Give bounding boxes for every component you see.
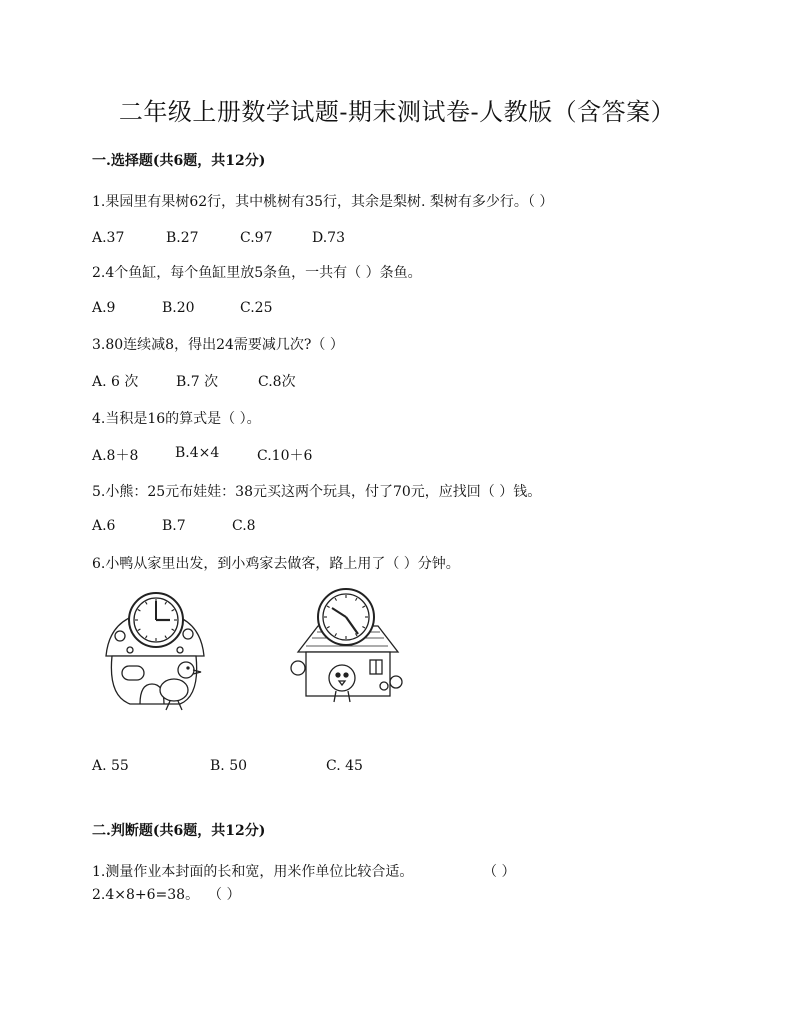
duck-house-clock-illustration bbox=[100, 586, 210, 721]
judgement-1-blank: （ ） bbox=[483, 864, 516, 880]
question-4: 4.当积是16的算式是（ ）。 bbox=[92, 411, 261, 427]
section-heading-judgement: 二.判断题(共6题，共12分) bbox=[92, 823, 266, 839]
option-6-c: C. 45 bbox=[326, 758, 363, 774]
judgement-2-text: 2.4×8+6=38。 bbox=[92, 887, 200, 903]
question-2: 2.4个鱼缸，每个鱼缸里放5条鱼，一共有（ ）条鱼。 bbox=[92, 265, 422, 281]
option-2-c: C.25 bbox=[240, 300, 273, 316]
option-1-b: B.27 bbox=[166, 230, 199, 246]
question-1: 1.果园里有果树62行，其中桃树有35行，其余是梨树. 梨树有多少行。（ ） bbox=[92, 194, 554, 210]
option-5-c: C.8 bbox=[232, 518, 256, 534]
option-2-a: A.9 bbox=[92, 300, 116, 316]
option-2-b: B.20 bbox=[162, 300, 195, 316]
option-1-d: D.73 bbox=[312, 230, 345, 246]
question-6: 6.小鸭从家里出发，到小鸡家去做客，路上用了（ ）分钟。 bbox=[92, 556, 460, 572]
option-3-a: A. 6 次 bbox=[92, 374, 139, 390]
option-5-b: B.7 bbox=[162, 518, 186, 534]
page-title: 二年级上册数学试题-期末测试卷-人教版（含答案） bbox=[118, 98, 676, 126]
question-3: 3.80连续减8，得出24需要减几次?（ ） bbox=[92, 337, 344, 353]
judgement-2-blank: （ ） bbox=[208, 887, 241, 903]
option-6-b: B. 50 bbox=[210, 758, 248, 774]
section-heading-choice: 一.选择题(共6题，共12分) bbox=[92, 153, 266, 169]
option-3-c: C.8次 bbox=[258, 374, 296, 390]
option-1-c: C.97 bbox=[240, 230, 273, 246]
option-4-b: B.4×4 bbox=[175, 445, 220, 461]
option-5-a: A.6 bbox=[92, 518, 116, 534]
option-1-a: A.37 bbox=[92, 230, 125, 246]
option-3-b: B.7 次 bbox=[176, 374, 219, 390]
question-5: 5.小熊：25元布娃娃：38元买这两个玩具，付了70元，应找回（ ）钱。 bbox=[92, 484, 542, 500]
option-4-a: A.8＋8 bbox=[92, 448, 139, 464]
chick-house-clock-illustration bbox=[284, 586, 408, 716]
option-4-c: C.10＋6 bbox=[257, 448, 313, 464]
judgement-1-text: 1.测量作业本封面的长和宽，用米作单位比较合适。 bbox=[92, 864, 414, 880]
option-6-a: A. 55 bbox=[92, 758, 129, 774]
